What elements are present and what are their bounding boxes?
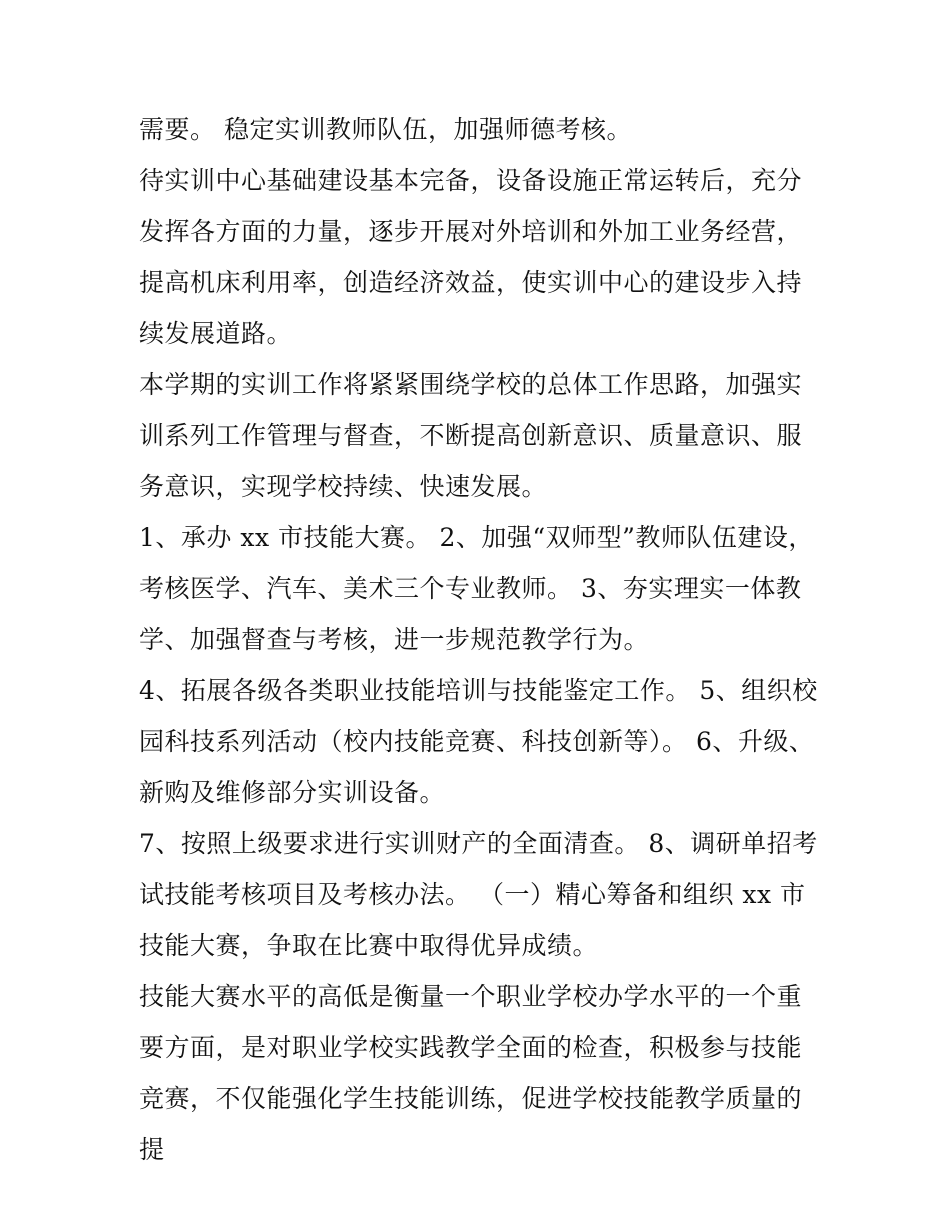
- paragraph-7: 技能大赛水平的高低是衡量一个职业学校办学水平的一个重要方面，是对职业学校实践教学全面的检查，积极参与技能竞赛，不仅能强化学生技能训练，促进学校技能教学质量的提: [139, 982, 803, 1164]
- paragraph-4: 1、承办 xx 市技能大赛。 2、加强“双师型”教师队伍建设，考核医学、汽车、美术三个专业教师。 3、夯实理实一体教学、加强督查与考核，进一步规范教学行为。: [139, 523, 814, 654]
- paragraph-1: 需要。 稳定实训教师队伍，加强师德考核。: [139, 115, 632, 144]
- paragraph-6: 7、按照上级要求进行实训财产的全面清查。 8、调研单招考试技能考核项目及考核办法。 （一）精心筹备和组织 xx 市技能大赛，争取在比赛中取得优异成绩。: [139, 829, 818, 960]
- paragraph-5: 4、拓展各级各类职业技能培训与技能鉴定工作。 5、组织校园科技系列活动（校内技能竞赛、科技创新等）。 6、升级、新购及维修部分实训设备。: [139, 676, 818, 807]
- paragraph-2: 待实训中心基础建设基本完备，设备设施正常运转后，充分发挥各方面的力量，逐步开展对外培训和外加工业务经营，提高机床利用率，创造经济效益，使实训中心的建设步入持续发展道路。: [139, 166, 803, 348]
- paragraph-3: 本学期的实训工作将紧紧围绕学校的总体工作思路，加强实训系列工作管理与督查，不断提高创新意识、质量意识、服务意识，实现学校持续、快速发展。: [139, 370, 803, 501]
- document-body: [139, 104, 819, 1175]
